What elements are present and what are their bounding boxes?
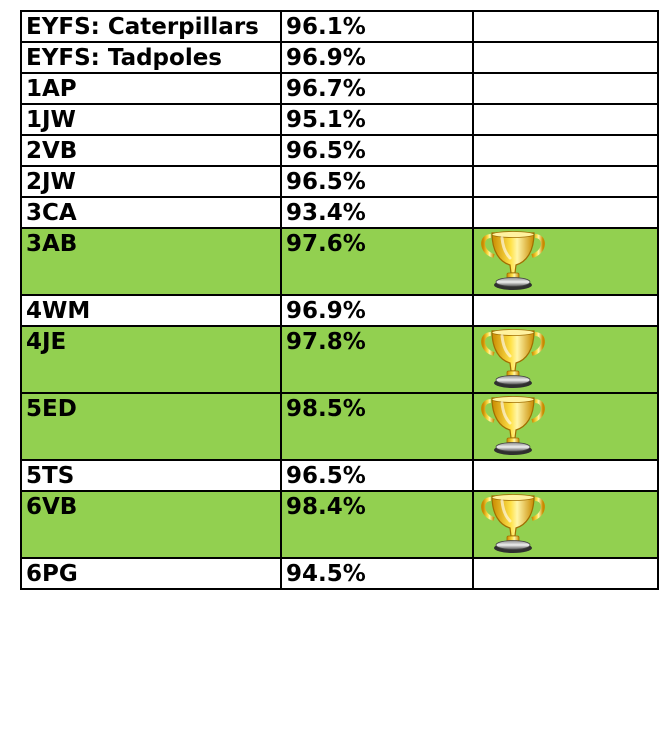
trophy-icon xyxy=(478,395,548,459)
attendance-percent: 96.9% xyxy=(286,298,366,324)
attendance-cell xyxy=(281,295,473,326)
award-cell xyxy=(473,104,658,135)
award-cell xyxy=(473,558,658,589)
award-cell xyxy=(473,73,658,104)
class-name: 5TS xyxy=(26,463,75,489)
award-cell xyxy=(473,460,658,491)
attendance-percent: 98.5% xyxy=(286,396,366,422)
class-name-cell xyxy=(21,491,281,558)
class-name: 2VB xyxy=(26,138,78,164)
table-row-highlighted xyxy=(21,491,658,558)
class-name-cell xyxy=(21,42,281,73)
class-name-cell xyxy=(21,558,281,589)
class-name: 3CA xyxy=(26,200,77,226)
class-name-cell xyxy=(21,104,281,135)
attendance-cell xyxy=(281,104,473,135)
attendance-cell xyxy=(281,326,473,393)
attendance-percent: 96.5% xyxy=(286,169,366,195)
award-cell xyxy=(473,166,658,197)
class-name-cell xyxy=(21,460,281,491)
attendance-cell xyxy=(281,166,473,197)
class-name: 6VB xyxy=(26,494,78,520)
class-name: 2JW xyxy=(26,169,76,195)
table-row-highlighted xyxy=(21,393,658,460)
trophy-icon xyxy=(478,230,548,294)
attendance-cell xyxy=(281,393,473,460)
attendance-percent: 93.4% xyxy=(286,200,366,226)
table-row xyxy=(21,73,658,104)
attendance-cell xyxy=(281,491,473,558)
table-row xyxy=(21,42,658,73)
award-cell xyxy=(473,135,658,166)
class-name-cell xyxy=(21,11,281,42)
attendance-percent: 94.5% xyxy=(286,561,366,587)
table-row xyxy=(21,11,658,42)
table-row xyxy=(21,197,658,228)
attendance-cell xyxy=(281,42,473,73)
attendance-cell xyxy=(281,73,473,104)
award-cell xyxy=(473,11,658,42)
class-name-cell xyxy=(21,197,281,228)
award-cell xyxy=(473,228,658,295)
attendance-cell xyxy=(281,558,473,589)
class-name-cell xyxy=(21,135,281,166)
table-row-highlighted xyxy=(21,326,658,393)
class-name: 4WM xyxy=(26,298,91,324)
attendance-percent: 96.1% xyxy=(286,14,366,40)
class-name-cell xyxy=(21,326,281,393)
class-name: EYFS: Caterpillars xyxy=(26,14,259,40)
class-name-cell xyxy=(21,166,281,197)
trophy-icon xyxy=(478,328,548,392)
attendance-percent: 98.4% xyxy=(286,494,366,520)
attendance-cell xyxy=(281,135,473,166)
award-cell xyxy=(473,42,658,73)
table-row xyxy=(21,166,658,197)
attendance-percent: 96.7% xyxy=(286,76,366,102)
award-cell xyxy=(473,491,658,558)
trophy-icon xyxy=(478,493,548,557)
award-cell xyxy=(473,197,658,228)
table-row xyxy=(21,135,658,166)
class-name-cell xyxy=(21,393,281,460)
attendance-percent: 97.6% xyxy=(286,231,366,257)
class-name: 4JE xyxy=(26,329,67,355)
table-row xyxy=(21,104,658,135)
table-row-highlighted xyxy=(21,228,658,295)
class-name-cell xyxy=(21,73,281,104)
attendance-cell xyxy=(281,228,473,295)
class-name: 6PG xyxy=(26,561,78,587)
attendance-percent: 95.1% xyxy=(286,107,366,133)
class-name-cell xyxy=(21,228,281,295)
award-cell xyxy=(473,326,658,393)
attendance-cell xyxy=(281,11,473,42)
class-name: 1JW xyxy=(26,107,76,133)
attendance-percent: 96.5% xyxy=(286,463,366,489)
attendance-table-body xyxy=(21,11,658,589)
award-cell xyxy=(473,393,658,460)
attendance-cell xyxy=(281,197,473,228)
award-cell xyxy=(473,295,658,326)
class-name-cell xyxy=(21,295,281,326)
table-row xyxy=(21,558,658,589)
class-name: 1AP xyxy=(26,76,77,102)
class-name: 5ED xyxy=(26,396,77,422)
table-row xyxy=(21,460,658,491)
attendance-percent: 96.5% xyxy=(286,138,366,164)
attendance-percent: 97.8% xyxy=(286,329,366,355)
class-name: 3AB xyxy=(26,231,78,257)
class-name: EYFS: Tadpoles xyxy=(26,45,222,71)
attendance-percent: 96.9% xyxy=(286,45,366,71)
attendance-cell xyxy=(281,460,473,491)
table-row xyxy=(21,295,658,326)
attendance-table xyxy=(20,10,659,590)
